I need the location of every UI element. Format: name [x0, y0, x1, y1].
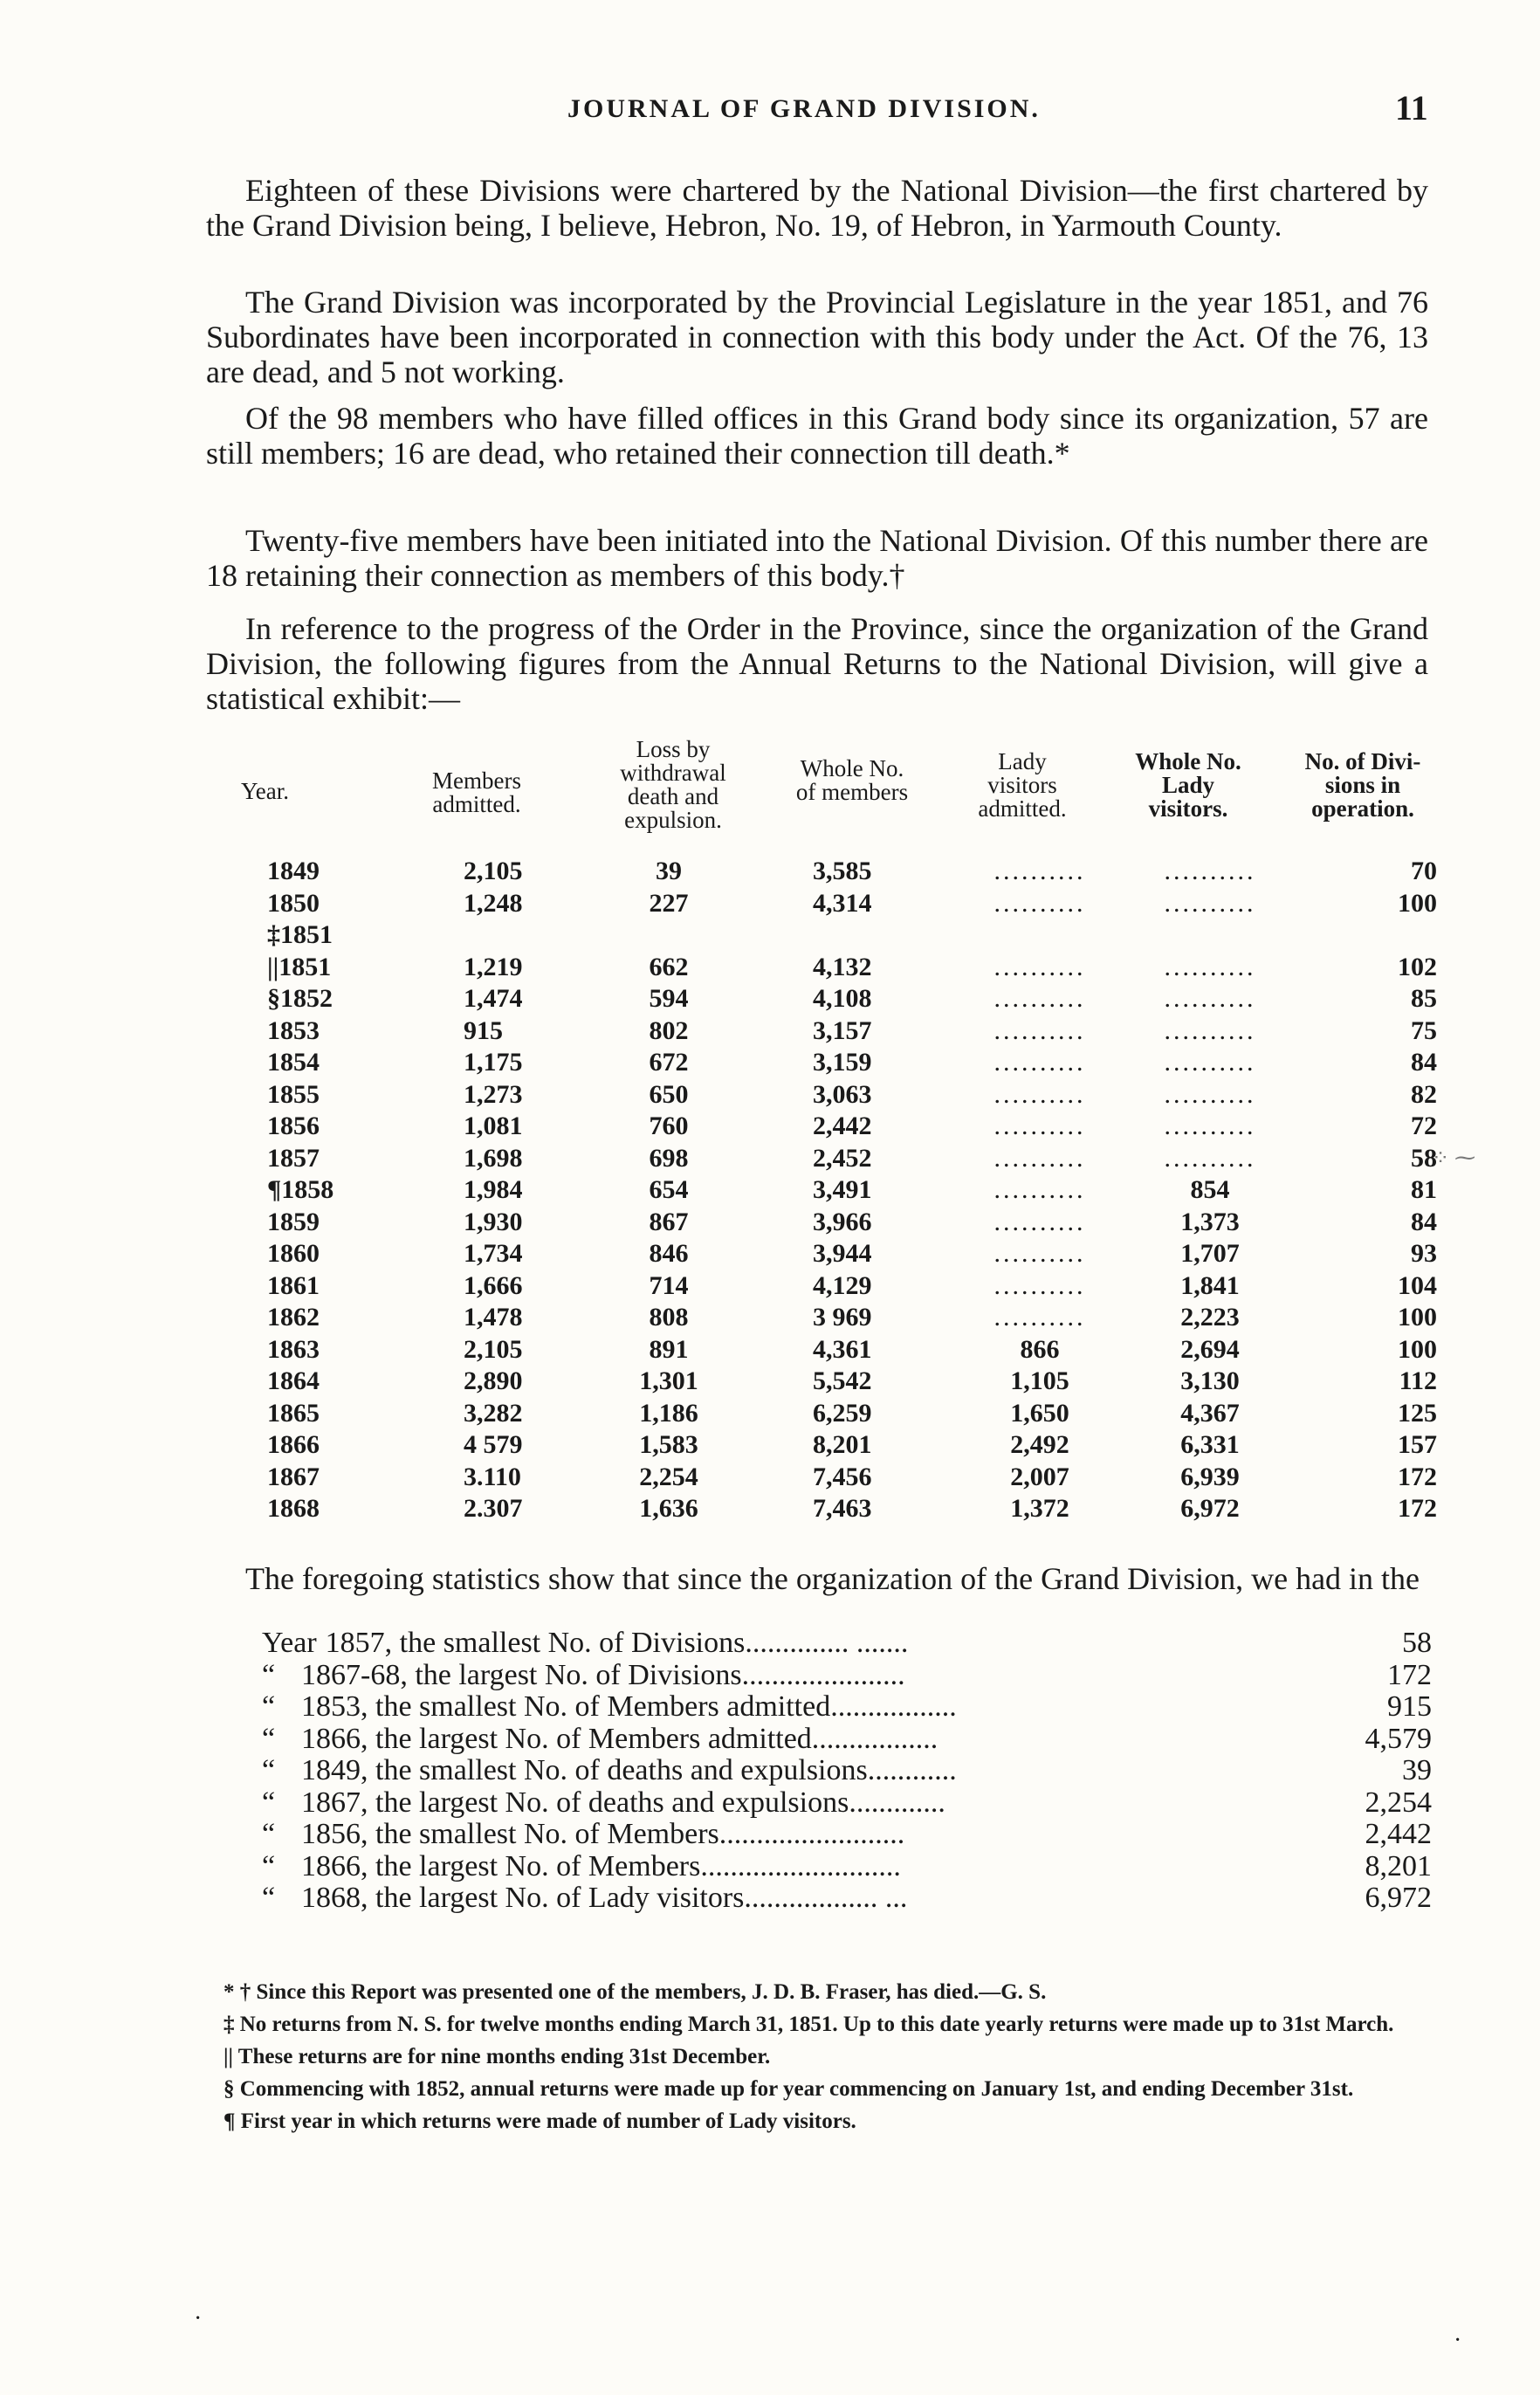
- footnotes: [206, 1980, 1428, 2142]
- cell-whole-lady-leader: ..........: [1164, 1048, 1256, 1077]
- cell-whole-lady: 1,373: [1180, 1207, 1240, 1236]
- paragraph-incorporation: The Grand Division was incorporated by the Provincial Legislature in the year 1851, and 76 Subordinates have been incorporated in connection with this body under the Act. Of the 76, 13 are dead, and 5 not working.: [206, 285, 1428, 389]
- cell-members: 1,081: [464, 1111, 523, 1140]
- summary-prefix: Year: [262, 1627, 317, 1659]
- table-row: [206, 1079, 1446, 1111]
- cell-year: ¶1858: [267, 1175, 334, 1204]
- header-divisions: No. of Divi- sions in operation.: [1304, 748, 1421, 822]
- table-row: [206, 1238, 1446, 1270]
- cell-whole: 2,442: [813, 1111, 872, 1140]
- table-row: [206, 1429, 1446, 1462]
- cell-lady: 1,650: [1010, 1398, 1069, 1428]
- cell-members: 1,698: [464, 1143, 523, 1173]
- cell-whole-lady: 6,939: [1180, 1462, 1240, 1491]
- cell-lady-leader: ..........: [993, 1303, 1086, 1332]
- summary-prefix: “: [262, 1754, 276, 1786]
- cell-loss: 891: [649, 1334, 689, 1364]
- summary-value: 2,254: [1365, 1786, 1432, 1819]
- cell-year: 1850: [267, 888, 320, 918]
- summary-text: 1853, the smallest No. of Members admitted.................: [301, 1690, 957, 1723]
- cell-loss: 1,186: [639, 1398, 698, 1428]
- summary-prefix: “: [262, 1818, 276, 1850]
- cell-members: 2,105: [464, 857, 523, 885]
- stray-mark: ·: [194, 2305, 203, 2332]
- cell-whole: 8,201: [813, 1430, 872, 1459]
- page-header: [0, 87, 1540, 140]
- cell-divisions: 70: [1411, 857, 1437, 885]
- cell-divisions: 93: [1411, 1239, 1437, 1268]
- cell-divisions: 104: [1398, 1270, 1437, 1300]
- cell-whole-lady: 6,331: [1180, 1430, 1240, 1459]
- cell-loss: 672: [649, 1048, 689, 1077]
- table-row: [206, 1270, 1446, 1303]
- header-year: Year.: [240, 778, 289, 804]
- cell-divisions: 100: [1398, 1303, 1437, 1332]
- cell-year: 1856: [267, 1111, 320, 1140]
- cell-year: 1865: [267, 1398, 320, 1428]
- cell-loss: 2,254: [639, 1462, 698, 1491]
- cell-divisions: 100: [1398, 888, 1437, 918]
- cell-whole: 5,542: [813, 1366, 872, 1395]
- cell-members: 1,273: [464, 1079, 523, 1109]
- table-row: [206, 1015, 1446, 1048]
- table-row: [206, 1398, 1446, 1430]
- cell-loss: 654: [649, 1175, 689, 1204]
- summary-line: [262, 1851, 1432, 1883]
- cell-whole: 3,491: [813, 1175, 872, 1204]
- table-row: [206, 1047, 1446, 1079]
- cell-whole: 3,157: [813, 1015, 872, 1045]
- cell-members: 1,219: [464, 952, 523, 981]
- cell-whole: 7,463: [813, 1494, 872, 1523]
- cell-divisions: 72: [1411, 1111, 1437, 1140]
- cell-lady-leader: ..........: [993, 1143, 1086, 1173]
- cell-whole: 6,259: [813, 1398, 872, 1428]
- table-row: [206, 888, 1446, 920]
- cell-whole-lady: 1,707: [1180, 1239, 1240, 1268]
- summary-value: 58: [1402, 1627, 1432, 1659]
- statistics-table: [206, 738, 1446, 1524]
- summary-line: [262, 1755, 1432, 1787]
- cell-lady: 866: [1020, 1334, 1060, 1364]
- cell-loss: 760: [649, 1111, 689, 1140]
- cell-lady-leader: ..........: [993, 1239, 1086, 1268]
- cell-whole: 3,159: [813, 1048, 872, 1077]
- cell-members: 1,478: [464, 1303, 523, 1332]
- cell-year: 1863: [267, 1334, 320, 1364]
- cell-whole-lady-leader: ..........: [1164, 1143, 1256, 1173]
- summary-prefix: “: [262, 1882, 276, 1914]
- footnote: ¶ First year in which returns were made of number of Lady visitors.: [223, 2109, 856, 2133]
- cell-members: 3.110: [464, 1462, 521, 1491]
- cell-whole-lady: 1,841: [1180, 1270, 1240, 1300]
- cell-lady-leader: ..........: [993, 1175, 1086, 1204]
- cell-loss: 846: [649, 1239, 689, 1268]
- cell-whole: 4,132: [813, 952, 872, 981]
- cell-divisions: 58: [1411, 1143, 1437, 1173]
- cell-lady-leader: ..........: [993, 952, 1086, 981]
- table-row: [206, 1207, 1446, 1239]
- table-row: [206, 1366, 1446, 1398]
- cell-lady-leader: ..........: [993, 1111, 1086, 1140]
- summary-line: [262, 1819, 1432, 1851]
- header-whole-lady-visitors: Whole No. Lady visitors.: [1135, 748, 1241, 822]
- table-row: [206, 952, 1446, 984]
- table-row: [206, 856, 1446, 888]
- summary-text: 1857, the smallest No. of Divisions.............. .......: [325, 1627, 909, 1659]
- cell-loss: 1,636: [639, 1494, 698, 1523]
- footnote: * † Since this Report was presented one of the members, J. D. B. Fraser, has died.—G. S.: [223, 1980, 1047, 2004]
- summary-line: [262, 1691, 1432, 1724]
- cell-whole-lady: 4,367: [1180, 1398, 1240, 1428]
- summary-text: 1866, the largest No. of Members...........................: [301, 1849, 901, 1882]
- cell-whole: 4,108: [813, 984, 872, 1013]
- cell-whole-lady: 854: [1190, 1175, 1230, 1204]
- cell-divisions: 125: [1398, 1398, 1437, 1428]
- cell-year: 1855: [267, 1079, 320, 1109]
- cell-loss: 594: [649, 984, 689, 1013]
- cell-divisions: 82: [1411, 1079, 1437, 1109]
- paragraph-chartered-divisions: Eighteen of these Divisions were chartered by the National Division—the first chartered by the Grand Division being, I believe, Hebron, No. 19, of Hebron, in Yarmouth County.: [206, 173, 1428, 243]
- cell-year: 1860: [267, 1239, 320, 1268]
- cell-members: 2,890: [464, 1366, 523, 1395]
- cell-members: 1,984: [464, 1175, 523, 1204]
- cell-year: 1853: [267, 1015, 320, 1045]
- summary-text: 1867, the largest No. of deaths and expulsions.............: [301, 1786, 945, 1819]
- table-row: [206, 1462, 1446, 1494]
- cell-lady-leader: ..........: [993, 1015, 1086, 1045]
- summary-line: [262, 1660, 1432, 1692]
- summary-value: 6,972: [1365, 1882, 1432, 1914]
- cell-divisions: 112: [1399, 1366, 1437, 1395]
- cell-divisions: 172: [1398, 1462, 1437, 1491]
- cell-members: 1,474: [464, 984, 523, 1013]
- summary-prefix: “: [262, 1722, 276, 1755]
- cell-whole: 3 969: [813, 1303, 872, 1332]
- table-row: [206, 1493, 1446, 1525]
- cell-whole-lady: 6,972: [1180, 1494, 1240, 1523]
- summary-prefix: “: [262, 1658, 276, 1691]
- summary-value: 4,579: [1365, 1722, 1432, 1755]
- cell-divisions: 84: [1411, 1207, 1437, 1236]
- summary-text: 1866, the largest No. of Members admitted.................: [301, 1722, 938, 1755]
- cell-lady-leader: ..........: [993, 1048, 1086, 1077]
- cell-lady: 2,492: [1010, 1430, 1069, 1459]
- summary-prefix: “: [262, 1690, 276, 1723]
- table-body: [206, 856, 1446, 1525]
- summary-text: 1867-68, the largest No. of Divisions......................: [301, 1658, 905, 1691]
- cell-members: 1,666: [464, 1270, 523, 1300]
- table-row: [206, 919, 1446, 952]
- paragraph-office-holders: Of the 98 members who have filled offices in this Grand body since its organization, 57 are still members; 16 are dead, who retained their connection till death.*: [206, 401, 1428, 471]
- cell-members: 4 579: [464, 1430, 523, 1459]
- cell-year: 1862: [267, 1303, 320, 1332]
- table-row: [206, 983, 1446, 1015]
- header-whole-members: Whole No. of members: [795, 755, 909, 805]
- cell-whole-lady-leader: ..........: [1164, 984, 1256, 1013]
- cell-loss: 802: [649, 1015, 689, 1045]
- cell-lady-leader: ..........: [993, 1270, 1086, 1300]
- summary-value: 172: [1387, 1658, 1432, 1691]
- table-row: [206, 1143, 1446, 1175]
- cell-lady-leader: ..........: [993, 984, 1086, 1013]
- cell-divisions: 75: [1411, 1015, 1437, 1045]
- page-number: 11: [1395, 88, 1428, 127]
- summary-value: 915: [1387, 1690, 1432, 1723]
- cell-year: §1852: [267, 984, 333, 1013]
- cell-year: 1867: [267, 1462, 320, 1491]
- cell-members: 1,248: [464, 888, 523, 918]
- cell-lady: 2,007: [1010, 1462, 1069, 1491]
- summary-value: 8,201: [1365, 1849, 1432, 1882]
- table-row: [206, 1334, 1446, 1366]
- cell-loss: 714: [649, 1270, 689, 1300]
- cell-divisions: 157: [1398, 1430, 1437, 1459]
- cell-whole: 7,456: [813, 1462, 872, 1491]
- footnote: ‡ No returns from N. S. for twelve months ending March 31, 1851. Up to this date yearly returns were made up to 31st March.: [223, 2013, 1394, 2036]
- summary-text: 1849, the smallest No. of deaths and expulsions............: [301, 1754, 957, 1786]
- cell-divisions: 84: [1411, 1048, 1437, 1077]
- cell-loss: 1,301: [639, 1366, 698, 1395]
- cell-year: 1849: [267, 857, 320, 885]
- cell-whole: 2,452: [813, 1143, 872, 1173]
- cell-loss: 662: [649, 952, 689, 981]
- cell-year: 1864: [267, 1366, 320, 1395]
- cell-year: ‡1851: [267, 920, 333, 949]
- cell-year: 1854: [267, 1048, 320, 1077]
- summary-value: 39: [1402, 1754, 1432, 1786]
- cell-lady-leader: ..........: [993, 857, 1086, 885]
- cell-whole: 3,966: [813, 1207, 872, 1236]
- cell-divisions: 100: [1398, 1334, 1437, 1364]
- cell-divisions: 81: [1411, 1175, 1437, 1204]
- running-head: JOURNAL OF GRAND DIVISION.: [567, 94, 1041, 123]
- cell-members: 2.307: [464, 1494, 523, 1523]
- footnote: || These returns are for nine months ending 31st December.: [223, 2045, 771, 2068]
- summary-list: [262, 1628, 1432, 1915]
- cell-members: 3,282: [464, 1398, 523, 1428]
- cell-whole: 4,129: [813, 1270, 872, 1300]
- cell-lady: 1,372: [1010, 1494, 1069, 1523]
- cell-lady-leader: ..........: [993, 1207, 1086, 1236]
- cell-loss: 227: [649, 888, 689, 918]
- summary-line: [262, 1628, 1432, 1660]
- cell-whole: 3,585: [813, 857, 872, 885]
- margin-mark: ⁘ ⁓: [1432, 1147, 1476, 1170]
- cell-year: 1866: [267, 1430, 320, 1459]
- cell-whole-lady: 3,130: [1180, 1366, 1240, 1395]
- cell-divisions: 85: [1411, 984, 1437, 1013]
- cell-members: 2,105: [464, 1334, 523, 1364]
- summary-text: 1856, the smallest No. of Members.........................: [301, 1818, 905, 1850]
- cell-loss: 1,583: [639, 1430, 698, 1459]
- cell-loss: 808: [649, 1303, 689, 1332]
- header-members-admitted: Members admitted.: [432, 767, 521, 817]
- cell-members: 1,175: [464, 1048, 523, 1077]
- cell-whole-lady-leader: ..........: [1164, 1015, 1256, 1045]
- cell-divisions: 102: [1398, 952, 1437, 981]
- cell-whole-lady-leader: ..........: [1164, 1111, 1256, 1140]
- table-row: [206, 1302, 1446, 1334]
- cell-whole-lady-leader: ..........: [1164, 952, 1256, 981]
- table-row: [206, 1174, 1446, 1207]
- summary-line: [262, 1724, 1432, 1756]
- cell-loss: 698: [649, 1143, 689, 1173]
- summary-text: 1868, the largest No. of Lady visitors.................. ...: [301, 1882, 908, 1914]
- cell-year: 1859: [267, 1207, 320, 1236]
- cell-whole-lady: 2,694: [1180, 1334, 1240, 1364]
- cell-lady: 1,105: [1010, 1366, 1069, 1395]
- paragraph-national-division: Twenty-five members have been initiated into the National Division. Of this number there are 18 retaining their connection as members of this body.†: [206, 523, 1428, 593]
- paragraph-summary-intro: The foregoing statistics show that since the organization of the Grand Division, we had in the: [245, 1561, 1420, 1596]
- cell-year: 1857: [267, 1143, 320, 1173]
- cell-year: 1861: [267, 1270, 320, 1300]
- cell-members: 1,930: [464, 1207, 523, 1236]
- cell-loss: 650: [649, 1079, 689, 1109]
- footnote: § Commencing with 1852, annual returns were made up for year commencing on January 1st, and ending December 31st.: [223, 2077, 1354, 2101]
- header-loss: Loss by withdrawal death and expulsion.: [620, 736, 726, 833]
- cell-whole-lady-leader: ..........: [1164, 1079, 1256, 1109]
- cell-whole-lady-leader: ..........: [1164, 857, 1256, 885]
- cell-lady-leader: ..........: [993, 888, 1086, 918]
- cell-divisions: 172: [1398, 1494, 1437, 1523]
- summary-prefix: “: [262, 1786, 276, 1819]
- cell-whole: 3,944: [813, 1239, 872, 1268]
- cell-loss: 39: [656, 857, 682, 885]
- summary-prefix: “: [262, 1849, 276, 1882]
- summary-value: 2,442: [1365, 1818, 1432, 1850]
- cell-whole: 4,361: [813, 1334, 872, 1364]
- header-lady-visitors: Lady visitors admitted.: [978, 748, 1067, 822]
- stray-mark: ·: [1454, 2327, 1462, 2354]
- cell-year: ||1851: [267, 952, 332, 981]
- cell-lady-leader: ..........: [993, 1079, 1086, 1109]
- cell-whole: 4,314: [813, 888, 872, 918]
- paragraph-statistics-intro: In reference to the progress of the Order in the Province, since the organization of the Grand Division, the following figures from the Annual Returns to the National Division, will give a statistical exhibit:—: [206, 611, 1428, 716]
- table-row: [206, 1111, 1446, 1143]
- cell-loss: 867: [649, 1207, 689, 1236]
- cell-members: 915: [464, 1015, 503, 1045]
- cell-year: 1868: [267, 1494, 320, 1523]
- summary-line: [262, 1882, 1432, 1915]
- cell-whole-lady: 2,223: [1180, 1303, 1240, 1332]
- cell-whole-lady-leader: ..........: [1164, 888, 1256, 918]
- summary-line: [262, 1787, 1432, 1820]
- cell-members: 1,734: [464, 1239, 523, 1268]
- cell-whole: 3,063: [813, 1079, 872, 1109]
